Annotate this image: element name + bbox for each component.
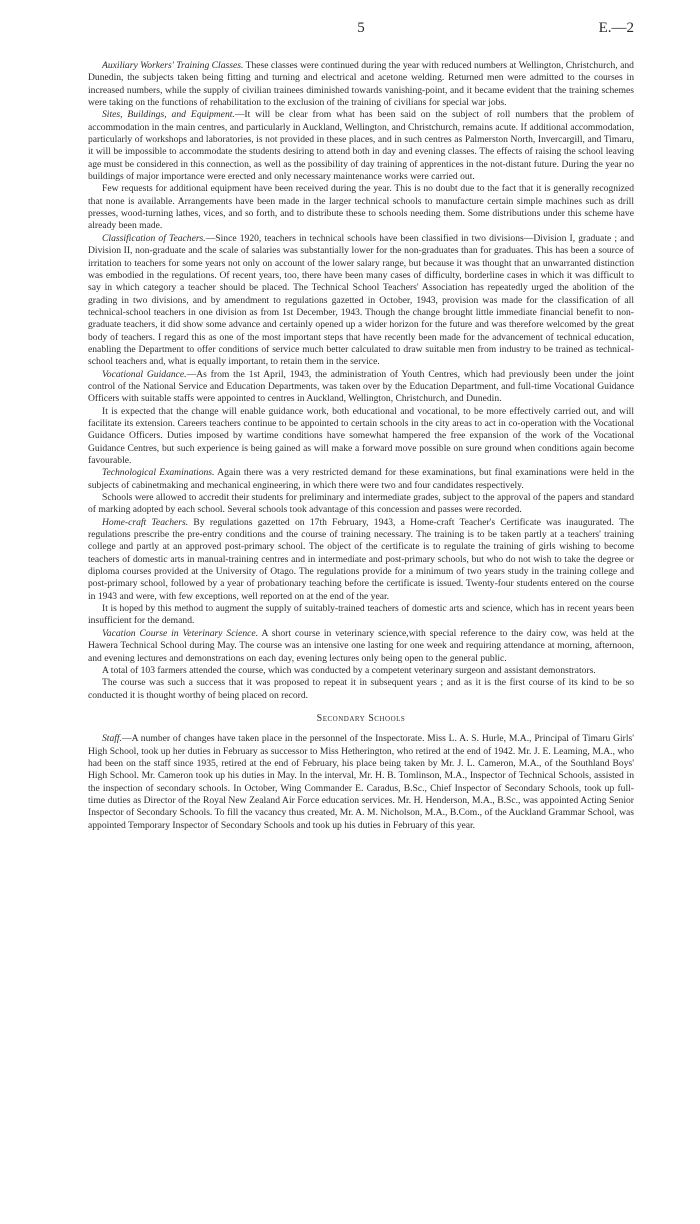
section-heading-secondary-schools: Secondary Schools (316, 712, 406, 724)
paragraph-classification-teachers (88, 233, 634, 369)
paragraph-lead: Classification of Teachers. (102, 232, 206, 244)
paragraph-text: Few requests for additional equipment have been received during the year. This is no doubt due to the fact that it is generally recognized that none is available. Arrangements have been made in the larger technical schools to manufacture certain simple machines such as drill presses, wood-turning lathes, vices, and so forth, and to distribute these to schools needing them. Some distributions under this scheme have already been made. (88, 183, 634, 232)
paragraph-lead: Technological Examinations. (102, 467, 215, 479)
paragraph-lead: Vacation Course in Veterinary Science. (102, 627, 259, 639)
paragraph-home-craft-supply (88, 603, 634, 628)
paragraph-text: —As from the 1st April, 1943, the administration of Youth Centres, which had previously been under the joint control of the National Service and Education Departments, was taken over by the Education Department, and full-time Vocational Guidance Officers with suitable staffs were appointed to centres in Auckland, Wellington, Christchurch, and Dunedin. (88, 368, 634, 405)
page-number: 5 (357, 20, 365, 36)
paragraph-lead: Vocational Guidance. (102, 368, 187, 380)
paragraph-text: The course was such a success that it was proposed to repeat it in subsequent years ; and as it is the first course of its kind to be so conducted it is thought worthy of being placed on record. (88, 677, 634, 701)
body-text (88, 60, 634, 832)
paragraph-home-craft-teachers (88, 517, 634, 603)
paragraph-text: A short course in veterinary science,with special reference to the dairy cow, was held at the Hawera Technical School during May. The course was an intensive one lasting for one week and requiring attendance at morning, afternoon, and evening lectures and demonstrations on each day, evening lectures only being open to the general public. (88, 627, 634, 664)
paragraph-equipment (88, 183, 634, 232)
paragraph-text: By regulations gazetted on 17th February, 1943, a Home-craft Teacher's Certificate was inaugurated. The regulations prescribe the pre-entry conditions and the course of training necessary. The training is to be taken partly at a teachers' training college and partly at an approved post-primary school. The object of the certificate is to regulate the training of girls wishing to become teachers of domestic arts in manual-training centres and in intermediate and post-primary schools, but who do not wish to take the degree or diploma courses provided at the University of Otago. The regulations provide for a minimum of two years study in the training college and post-primary school, followed by a year of probationary teaching before the certificate is issued. Twenty-four students entered on the course in 1943 and were, with few exceptions, well reported on at the end of the year. (88, 516, 634, 602)
paragraph-lead: Auxiliary Workers' Training Classes. (102, 60, 244, 71)
paragraph-farmers-attended (88, 665, 634, 677)
paragraph-text: Schools were allowed to accredit their students for preliminary and intermediate grades, subject to the approval of the papers and standard of marking adopted by each school. Several schools took advantage of this concession and passes were recorded. (88, 492, 634, 516)
paragraph-course-success (88, 677, 634, 702)
document-page (88, 20, 634, 832)
paragraph-auxiliary-workers (88, 60, 634, 109)
paragraph-text: A total of 103 farmers attended the course, which was conducted by a competent veterinary surgeon and assistant demonstrators. (102, 664, 596, 676)
paragraph-lead: Home-craft Teachers. (102, 516, 189, 528)
paragraph-text: It is expected that the change will enable guidance work, both educational and vocational, to be more effectively carried out, and will facilitate its extension. Careers teachers continue to be appointed to certain schools in the city areas to act in co-operation with the Vocational Guidance Officers. Duties imposed by wartime conditions have somewhat hampered the free expansion of the work of the Vocational Guidance Centres, but such experience is being gained as will make a forward move possible on sure ground when conditions again become favourable. (88, 405, 634, 466)
page-header (88, 20, 634, 42)
paragraph-sites-buildings (88, 109, 634, 183)
paragraph-text: —A number of changes have taken place in the personnel of the Inspectorate. Miss L. A. S. Hurle, M.A., Principal of Timaru Girls' High School, took up her duties in February as successor to Miss Hetherington, who retired at the end of 1942. Mr. J. E. Leaming, M.A., who had been on the staff since 1935, retired at the end of February, his place being taken by Mr. J. L. Cameron, M.A., of the Southland Boys' High School. Mr. Cameron took up his duties in May. In the interval, Mr. H. B. Tomlinson, M.A., Inspector of Technical Schools, assisted in the inspection of secondary schools. In October, Wing Commander E. Caradus, B.Sc., Chief Inspector of Secondary Schools, took up full-time duties as Director of the Royal New Zealand Air Force education services. Mr. H. Henderson, M.A., B.Sc., was appointed Acting Senior Inspector of Secondary Schools. To fill the vacancy thus created, Mr. A. M. Nicholson, M.A., B.Com., of the Auckland Grammar School, was appointed Temporary Inspector of Secondary Schools and took up his duties in February of this year. (88, 733, 634, 831)
paragraph-technological-examinations (88, 467, 634, 492)
paragraph-staff (88, 733, 634, 832)
document-reference: E.—2 (598, 20, 634, 36)
paragraph-text: —It will be clear from what has been said on the subject of roll numbers that the problem of accommodation in the main centres, and particularly in Auckland, Wellington, and Christchurch, remains acute. If additional accommodation, particularly of workshops and laboratories, is not provided in these places, and in such centres as Palmerston North, Invercargill, and Timaru, it will be impossible to accommodate the students desiring to attend both in day and evening classes. The effects of raising the school leaving age must be considered in this connection, as well as the possibility of day training of apprentices in the not-distant future. During the year no buildings of major importance were erected and only necessary maintenance works were carried out. (88, 109, 634, 183)
paragraph-vocational-guidance (88, 369, 634, 406)
paragraph-text: These classes were continued during the year with reduced numbers at Wellington, Christchurch, and Dunedin, the subjects taken being fitting and turning and electrical and acetone welding. Returned men were admitted to the courses in increased numbers, while the supply of civilian trainees diminished towards vanishing-point, and it became evident that the training schemes were taking on the functions of rehabilitation to the exclusion of the training of civilians for special war jobs. (88, 60, 634, 109)
paragraph-vacation-course (88, 628, 634, 665)
paragraph-accredit-students (88, 492, 634, 517)
paragraph-text: Again there was a very restricted demand for these examinations, but final examinations were held in the subjects of cabinetmaking and mechanical engineering, in which there were two and four candidates respectively. (88, 467, 634, 491)
paragraph-text: —Since 1920, teachers in technical schools have been classified in two divisions—Division I, graduate ; and Division II, non-graduate and the scale of salaries was substantially lower for the non-graduates than for graduates. This has been a source of irritation to teachers for some years not only on account of the lower salary range, but because it was thought that an unwarranted distinction was embodied in the regulations. Of recent years, too, there have been many cases of difficulty, borderline cases in which it was difficult to say in which category a teacher should be placed. The Technical School Teachers' Association has repeatedly urged the abolition of the grading in two divisions, and by amendment to regulations gazetted in October, 1943, provision was made for the classification of all technical-school teachers in one division as from 1st December, 1943. Though the change brought little immediate financial benefit to non-graduate teachers, it did show some advance and certainly opened up a wider horizon for the future and was therefore welcomed by the great body of teachers. I regard this as one of the most important steps that have recently been made for the advancement of technical education, enabling the Department to offer conditions of service much better calculated to draw suitable men from industry to be trained as technical-school teachers and, what is equally important, to retain them in the service. (88, 232, 634, 368)
paragraph-lead: Sites, Buildings, and Equipment. (102, 109, 235, 121)
paragraph-text: It is hoped by this method to augment the supply of suitably-trained teachers of domestic arts and science, which has in recent years been insufficient for the demand. (88, 603, 634, 627)
paragraph-lead: Staff. (102, 733, 122, 745)
paragraph-guidance-expected (88, 406, 634, 468)
